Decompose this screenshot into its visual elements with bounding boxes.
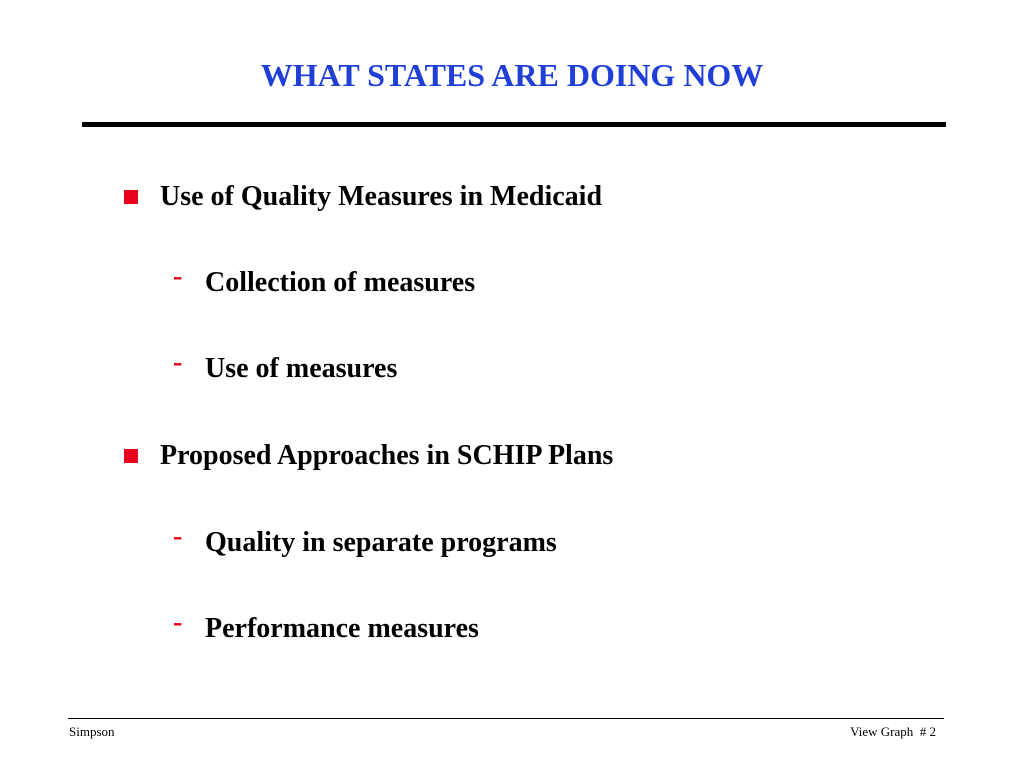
footer-divider: [68, 718, 944, 719]
sub-item-text: Use of measures: [205, 353, 398, 384]
sub-item-quality-separate: [173, 521, 557, 560]
square-bullet-icon: [124, 449, 138, 463]
bullet-text: Use of Quality Measures in Medicaid: [160, 181, 603, 212]
title-divider: [82, 122, 946, 127]
footer-author: Simpson: [69, 724, 115, 739]
slide-title: WHAT STATES ARE DOING NOW: [260, 57, 764, 93]
footer-page-label: View Graph # 2: [850, 724, 936, 739]
sub-item-text: Performance measures: [205, 613, 479, 644]
sub-item-text: Collection of measures: [205, 267, 476, 298]
dash-bullet-icon: -: [173, 607, 183, 638]
sub-item-text: Quality in separate programs: [205, 527, 557, 558]
dash-bullet-icon: -: [173, 261, 183, 292]
dash-bullet-icon: -: [173, 521, 183, 552]
square-bullet-icon: [124, 190, 138, 204]
bullet-item-quality-measures: [124, 180, 602, 214]
bullet-item-schip-plans: [124, 439, 613, 473]
sub-item-use: [173, 347, 398, 386]
sub-item-collection: [173, 261, 476, 300]
dash-bullet-icon: -: [173, 347, 183, 378]
sub-item-performance: [173, 607, 479, 646]
bullet-text: Proposed Approaches in SCHIP Plans: [160, 440, 614, 471]
